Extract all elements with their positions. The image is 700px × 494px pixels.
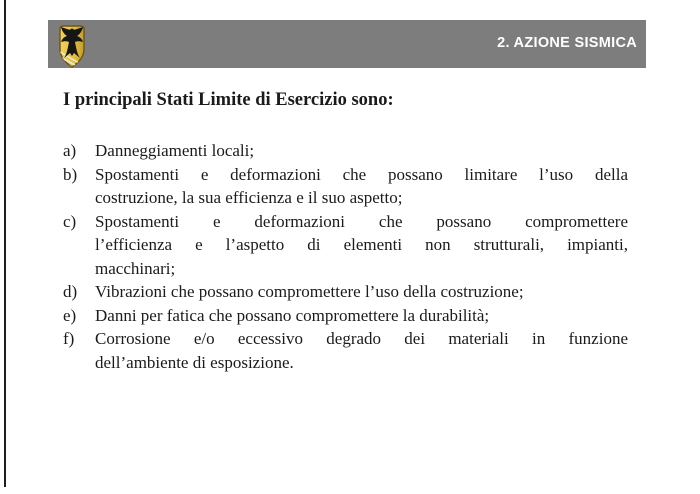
list-item bbox=[63, 210, 628, 281]
list-item-label: e) bbox=[63, 305, 77, 325]
eagle-shield-icon bbox=[57, 24, 87, 69]
list-item bbox=[63, 304, 628, 328]
list-item-text bbox=[95, 210, 628, 281]
list-item-text bbox=[95, 327, 628, 374]
page-edge-line bbox=[4, 0, 6, 487]
list-item-line: Corrosione e/o eccessivo degrado dei materiali in funzione bbox=[95, 329, 628, 348]
list-item-text bbox=[95, 304, 628, 328]
list-item bbox=[63, 163, 628, 210]
list-item-line: l’efficienza e l’aspetto di elementi non strutturali, impianti, bbox=[95, 235, 628, 254]
list-item-line: Vibrazioni che possano compromettere l’uso della costruzione; bbox=[95, 282, 524, 301]
list-item bbox=[63, 139, 628, 163]
list-item-line: dell’ambiente di esposizione. bbox=[95, 352, 294, 372]
list-item-label: f) bbox=[63, 329, 75, 348]
list-item-text bbox=[95, 139, 628, 163]
list-item-label: b) bbox=[63, 164, 78, 184]
list-item-text bbox=[95, 163, 628, 210]
limit-states-list bbox=[63, 139, 628, 374]
list-item-label: c) bbox=[63, 211, 77, 231]
slide-content bbox=[63, 88, 628, 374]
list-item-line: costruzione, la sua efficienza e il suo aspetto; bbox=[95, 188, 403, 207]
list-item-line: macchinari; bbox=[95, 258, 176, 278]
list-item-label: a) bbox=[63, 141, 77, 160]
list-item-text bbox=[95, 280, 628, 304]
header-title: 2. AZIONE SISMICA bbox=[497, 35, 637, 51]
list-item bbox=[63, 280, 628, 304]
list-item-line: Danneggiamenti locali; bbox=[95, 141, 255, 160]
page-title: I principali Stati Limite di Esercizio sono: bbox=[63, 90, 394, 110]
list-item-label: d) bbox=[63, 282, 78, 301]
list-item bbox=[63, 327, 628, 374]
list-item-line: Danni per fatica che possano compromettere la durabilità; bbox=[95, 305, 490, 325]
list-item-line: Spostamenti e deformazioni che possano compromettere bbox=[95, 211, 628, 231]
header-bar bbox=[48, 20, 646, 68]
eagle-shield-logo bbox=[57, 24, 87, 69]
list-item-line: Spostamenti e deformazioni che possano limitare l’uso della bbox=[95, 164, 628, 184]
